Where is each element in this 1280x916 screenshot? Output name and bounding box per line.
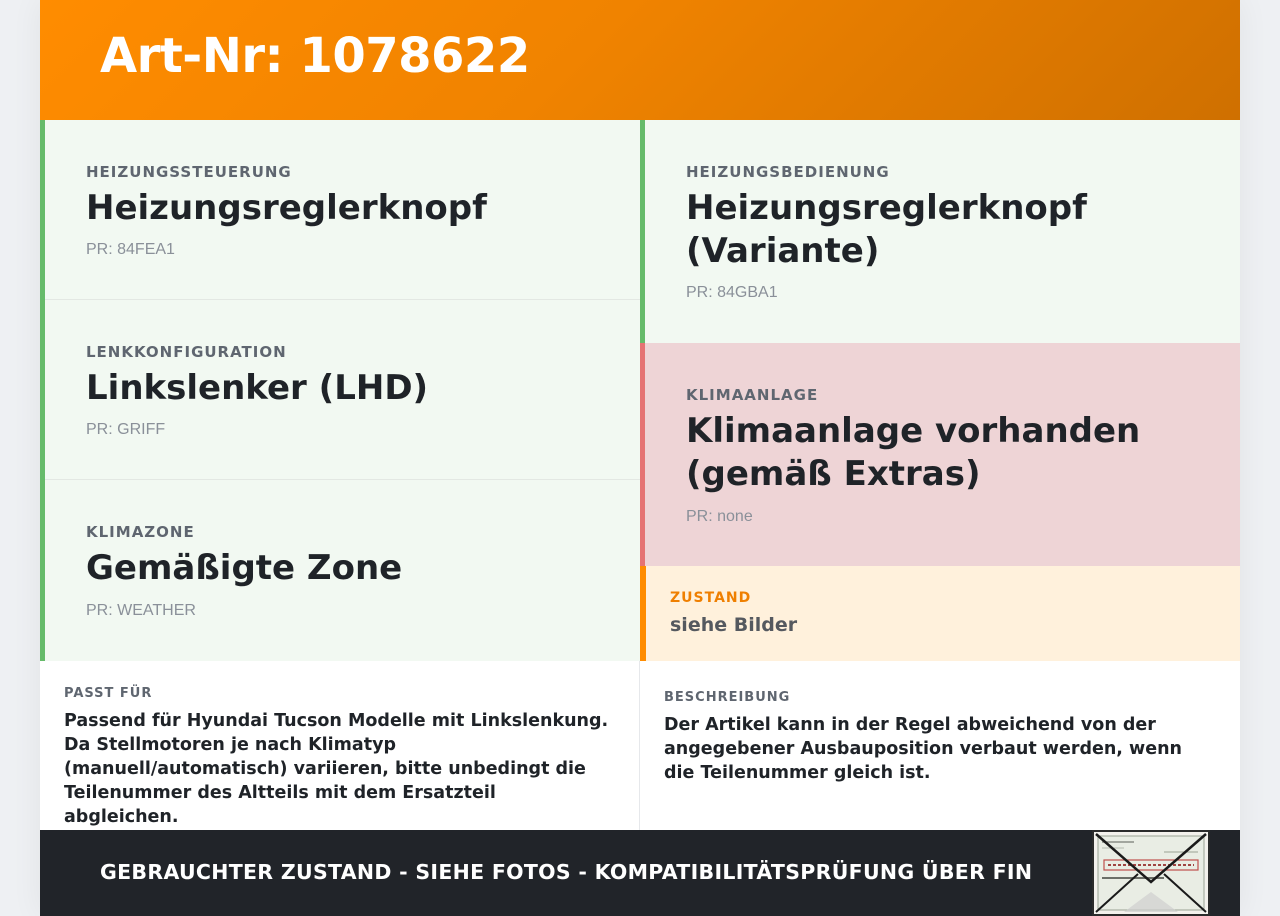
article-number-title: Art-Nr: 1078622 bbox=[100, 28, 530, 84]
card-value: Linkslenker (LHD) bbox=[86, 368, 429, 408]
condition-label: ZUSTAND bbox=[670, 590, 752, 606]
card-label: HEIZUNGSBEDIENUNG bbox=[686, 163, 890, 181]
card-label: LENKKONFIGURATION bbox=[86, 343, 287, 361]
product-sheet bbox=[40, 0, 1240, 916]
fits-text: Passend für Hyundai Tucson Modelle mit Linkslenkung. Da Stellmotoren je nach Klimatyp (manuell/automatisch) variieren, bitte unbedingt die Teilenummer des Altteils mit dem Ersatzteil abgleichen. bbox=[64, 711, 609, 827]
card-value: Gemäßigte Zone bbox=[86, 548, 403, 588]
card-klimaanlage bbox=[640, 343, 1240, 566]
card-pr-code: PR: 84FEA1 bbox=[86, 241, 175, 258]
part-label-photo-icon[interactable] bbox=[1092, 830, 1210, 916]
fits-section bbox=[40, 661, 639, 830]
description-text: Der Artikel kann in der Regel abweichend von der angegebener Ausbauposition verbaut werden, wenn die Teilenummer gleich ist. bbox=[664, 715, 1182, 783]
card-lenkkonfiguration bbox=[40, 300, 640, 480]
condition-box bbox=[640, 566, 1240, 664]
card-value: Klimaanlage vorhanden (gemäß Extras) bbox=[686, 411, 1141, 494]
thumbnail-graphic bbox=[1094, 832, 1208, 914]
card-pr-code: PR: WEATHER bbox=[86, 602, 196, 619]
card-value: Heizungsreglerknopf bbox=[86, 188, 487, 228]
card-label: KLIMAZONE bbox=[86, 523, 195, 541]
card-label: HEIZUNGSSTEUERUNG bbox=[86, 163, 292, 181]
card-label: KLIMAANLAGE bbox=[686, 386, 819, 404]
card-heizungsbedienung bbox=[640, 120, 1240, 343]
card-klimazone bbox=[40, 480, 640, 661]
fits-label: PASST FÜR bbox=[64, 686, 153, 701]
description-section bbox=[640, 661, 1240, 830]
footer-bar bbox=[40, 830, 1240, 916]
card-pr-code: PR: none bbox=[686, 508, 753, 525]
header-bar bbox=[40, 0, 1240, 120]
card-heizungssteuerung bbox=[40, 120, 640, 300]
card-value: Heizungsreglerknopf (Variante) bbox=[686, 188, 1087, 271]
description-label: BESCHREIBUNG bbox=[664, 690, 791, 705]
condition-value: siehe Bilder bbox=[670, 614, 798, 636]
footer-text: GEBRAUCHTER ZUSTAND - SIEHE FOTOS - KOMPATIBILITÄTSPRÜFUNG ÜBER FIN bbox=[100, 860, 1033, 884]
card-pr-code: PR: GRIFF bbox=[86, 421, 166, 438]
card-pr-code: PR: 84GBA1 bbox=[686, 284, 778, 301]
